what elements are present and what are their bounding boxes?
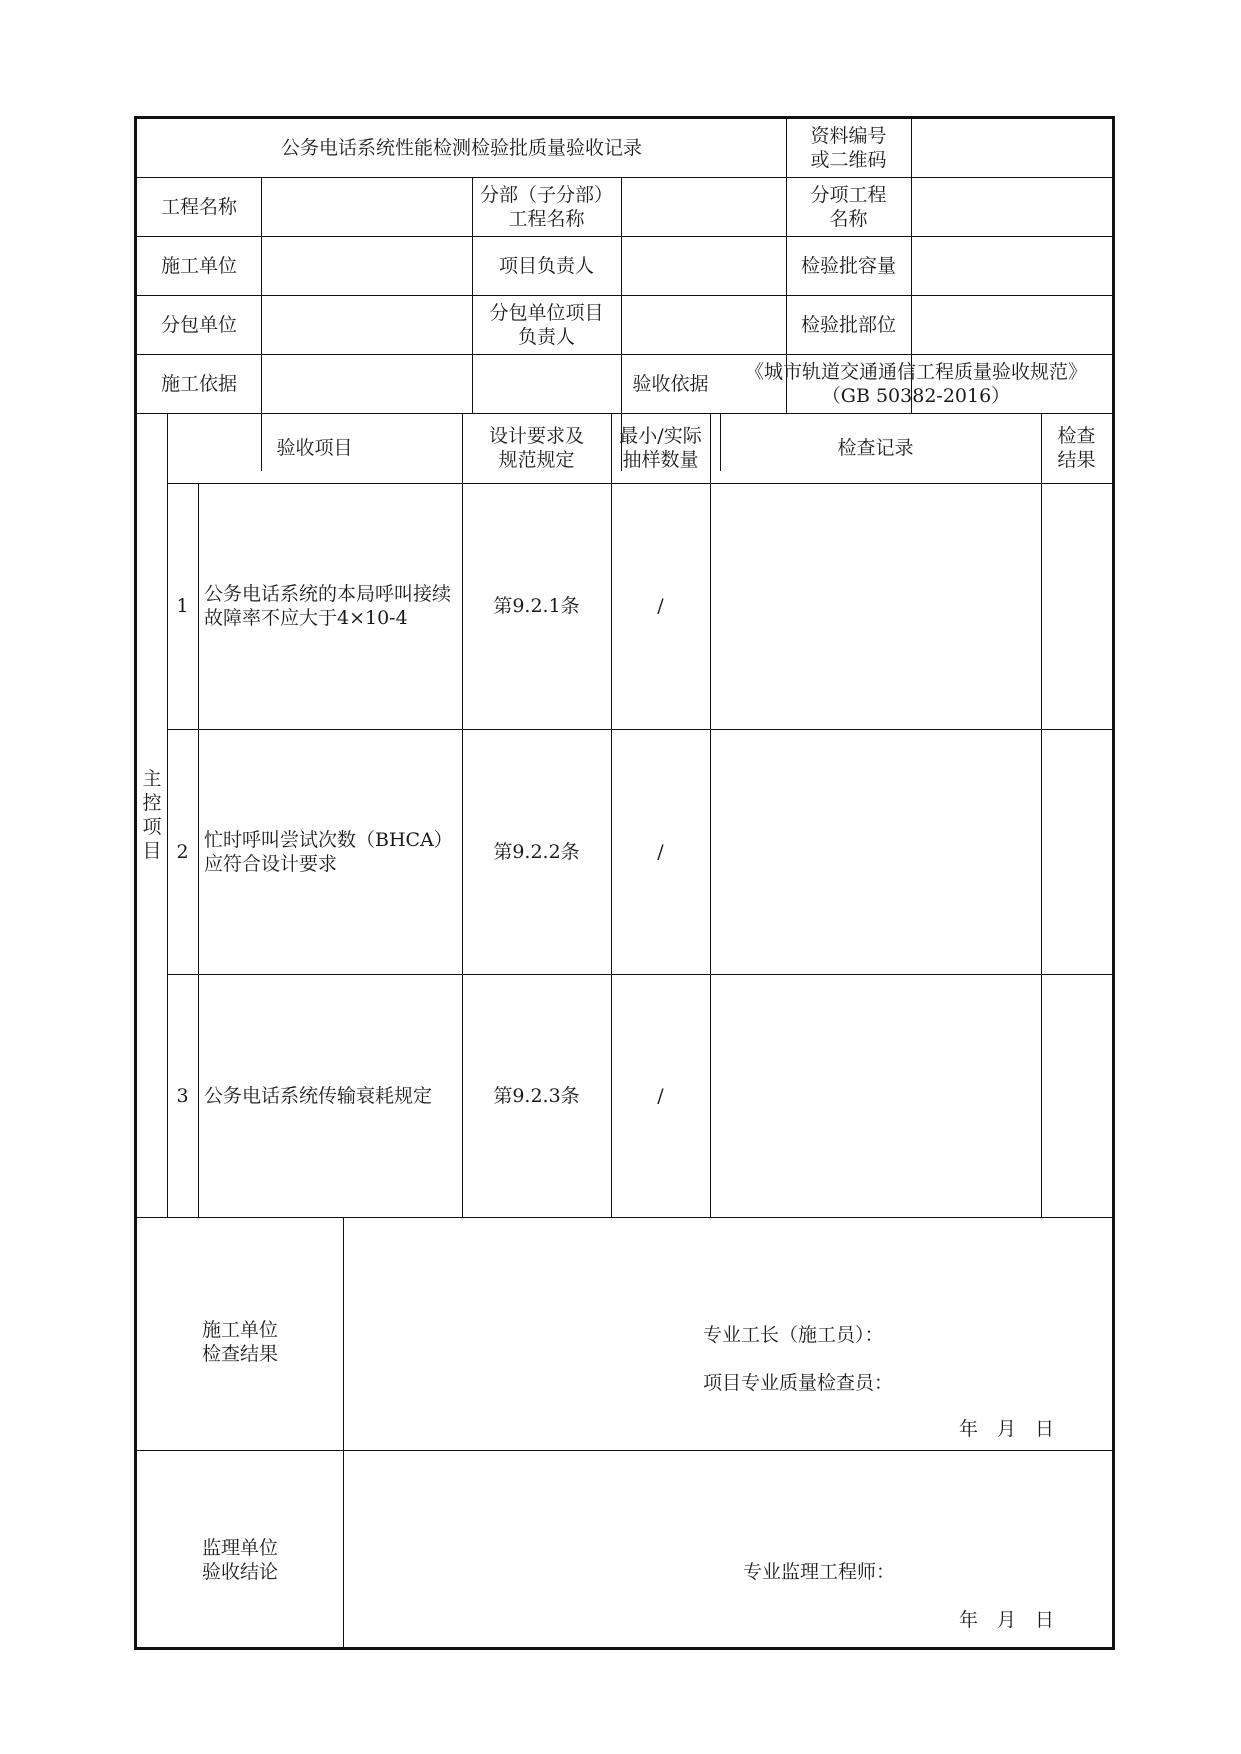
sub-manager-label: 分包单位项目 负责人: [489, 301, 604, 348]
contractor-date: 年 月 日: [959, 1418, 1055, 1440]
item-result-field[interactable]: [1041, 483, 1112, 729]
item-record-field[interactable]: [710, 483, 1041, 729]
item-description: 公务电话系统的本局呼叫接续故障率不应大于4×10-4: [204, 583, 452, 629]
acceptance-form: [134, 116, 1115, 1650]
contractor-label: 施工单位: [160, 254, 237, 277]
item-clause: 第9.2.1条: [493, 595, 580, 617]
batch-capacity-field[interactable]: [911, 236, 1112, 295]
sub-manager-field[interactable]: [621, 295, 786, 354]
sub-item-label: 分项工程 名称: [810, 183, 887, 230]
item-description: 公务电话系统传输衰耗规定: [204, 1084, 433, 1107]
project-manager-label: 项目负责人: [498, 254, 594, 277]
section-label-text: 主控项目: [142, 768, 162, 862]
batch-capacity-label: 检验批容量: [800, 254, 896, 277]
contractor-field[interactable]: [261, 236, 472, 295]
item-number: 1: [176, 595, 189, 617]
item-description: 忙时呼叫尝试次数（BHCA）应符合设计要求: [204, 828, 453, 875]
contractor-check-label: 施工单位 检查结果: [201, 1318, 278, 1365]
item-number: 2: [176, 840, 189, 863]
form-title: 公务电话系统性能检测检验批质量验收记录: [280, 137, 642, 159]
project-name-field[interactable]: [261, 177, 472, 236]
item-number: 3: [176, 1084, 189, 1107]
construction-basis-label: 施工依据: [160, 372, 237, 395]
item-clause: 第9.2.2条: [493, 840, 580, 863]
col-item-header: 验收项目: [276, 437, 353, 459]
section-label: [137, 413, 167, 1217]
col-design-header: 设计要求及 规范规定: [488, 425, 584, 471]
batch-location-field[interactable]: [911, 295, 1112, 354]
supervisor-date: 年 月 日: [959, 1609, 1055, 1631]
acceptance-basis-value: 《城市轨道交通通信工程质量验收规范》 （GB 50382-2016）: [744, 360, 1087, 407]
subdivision-label: 分部（子分部） 工程名称: [479, 183, 613, 230]
engineer-label: 专业监理工程师：: [743, 1561, 896, 1583]
item-record-field[interactable]: [710, 974, 1041, 1217]
acceptance-basis-label: 验收依据: [632, 372, 709, 395]
item-result-field[interactable]: [1041, 729, 1112, 974]
col-sample-header: 最小/实际 抽样数量: [619, 425, 702, 471]
batch-location-label: 检验批部位: [800, 313, 896, 336]
item-sample: /: [657, 1084, 664, 1107]
item-sample: /: [657, 840, 664, 863]
doc-no-value[interactable]: [911, 119, 1112, 177]
contractor-check-area[interactable]: [343, 1217, 1112, 1450]
supervisor-check-area[interactable]: [343, 1450, 1112, 1650]
foreman-label: 专业工长（施工员）：: [703, 1324, 884, 1346]
item-record-field[interactable]: [710, 729, 1041, 974]
inspector-label: 项目专业质量检查员：: [703, 1372, 894, 1394]
supervisor-check-label: 监理单位 验收结论: [201, 1537, 278, 1583]
subdivision-field[interactable]: [621, 177, 786, 236]
col-result-header: 检查 结果: [1057, 425, 1096, 471]
col-record-header: 检查记录: [837, 437, 914, 459]
project-manager-field[interactable]: [621, 236, 786, 295]
subcontractor-field[interactable]: [261, 295, 472, 354]
construction-basis-field[interactable]: [261, 354, 621, 413]
item-clause: 第9.2.3条: [493, 1084, 580, 1107]
subcontractor-label: 分包单位: [160, 313, 237, 336]
doc-no-label: 资料编号 或二维码: [810, 125, 887, 171]
sub-item-field[interactable]: [911, 177, 1112, 236]
item-sample: /: [657, 595, 664, 617]
project-name-label: 工程名称: [160, 195, 237, 218]
item-result-field[interactable]: [1041, 974, 1112, 1217]
